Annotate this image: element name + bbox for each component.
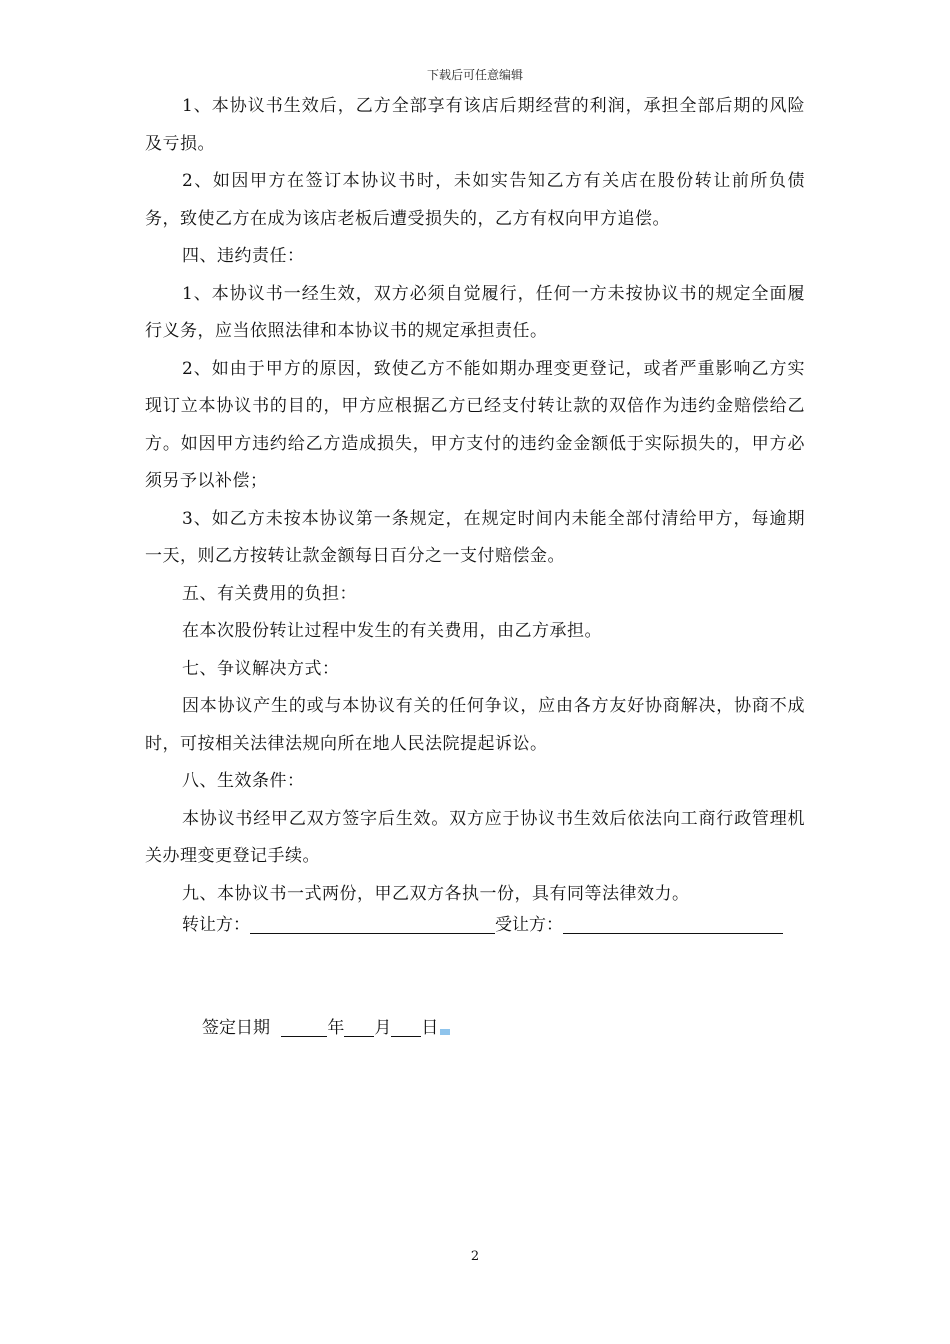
document-body — [145, 88, 805, 913]
signature-line — [182, 910, 783, 940]
cursor-marker — [440, 1029, 450, 1035]
month-blank — [344, 1016, 374, 1037]
day-blank — [391, 1016, 421, 1037]
section-heading: 七、争议解决方式： — [182, 658, 340, 679]
page-number: 2 — [470, 1249, 480, 1264]
section-heading: 五、有关费用的负担： — [182, 583, 357, 604]
signing-date — [202, 1013, 450, 1043]
paragraph: 2、如因甲方在签订本协议书时，未如实告知乙方有关店在股份转让前所负债务，致使乙方在成为该店老板后遭受损失的，乙方有权向甲方追偿。 — [145, 171, 805, 229]
transferor-signature-blank — [250, 913, 495, 934]
paragraph: 3、如乙方未按本协议第一条规定，在规定时间内未能全部付清给甲方，每逾期一天，则乙方按转让款金额每日百分之一支付赔偿金。 — [145, 508, 805, 566]
transferor-label: 转让方： — [182, 915, 250, 935]
paragraph: 1、本协议书一经生效，双方必须自觉履行，任何一方未按协议书的规定全面履行义务，应当依照法律和本协议书的规定承担责任。 — [145, 283, 805, 341]
day-label: 日 — [421, 1018, 439, 1038]
paragraph: 在本次股份转让过程中发生的有关费用，由乙方承担。 — [182, 621, 602, 641]
transferee-label: 受让方： — [495, 915, 563, 935]
page-header: 下载后可任意编辑 — [426, 68, 523, 82]
paragraph: 九、本协议书一式两份，甲乙双方各执一份，具有同等法律效力。 — [182, 883, 690, 904]
transferee-signature-blank — [563, 913, 783, 934]
paragraph: 2、如由于甲方的原因，致使乙方不能如期办理变更登记，或者严重影响乙方实现订立本协议书的目的，甲方应根据乙方已经支付转让款的双倍作为违约金赔偿给乙方。如因甲方违约给乙方造成损失，甲方支付的违约金金额低于实际损失的，甲方必须另予以补偿； — [145, 358, 805, 491]
section-heading: 四、违约责任： — [182, 246, 305, 266]
section-heading: 八、生效条件： — [182, 771, 305, 791]
paragraph: 因本协议产生的或与本协议有关的任何争议，应由各方友好协商解决，协商不成时，可按相关法律法规向所在地人民法院提起诉讼。 — [145, 696, 805, 754]
year-label: 年 — [327, 1018, 345, 1038]
paragraph: 1、本协议书生效后，乙方全部享有该店后期经营的利润，承担全部后期的风险及亏损。 — [145, 96, 805, 154]
date-label: 签定日期 — [202, 1018, 270, 1038]
month-label: 月 — [374, 1018, 392, 1038]
paragraph: 本协议书经甲乙双方签字后生效。双方应于协议书生效后依法向工商行政管理机关办理变更登记手续。 — [145, 808, 805, 866]
year-blank — [281, 1016, 327, 1037]
